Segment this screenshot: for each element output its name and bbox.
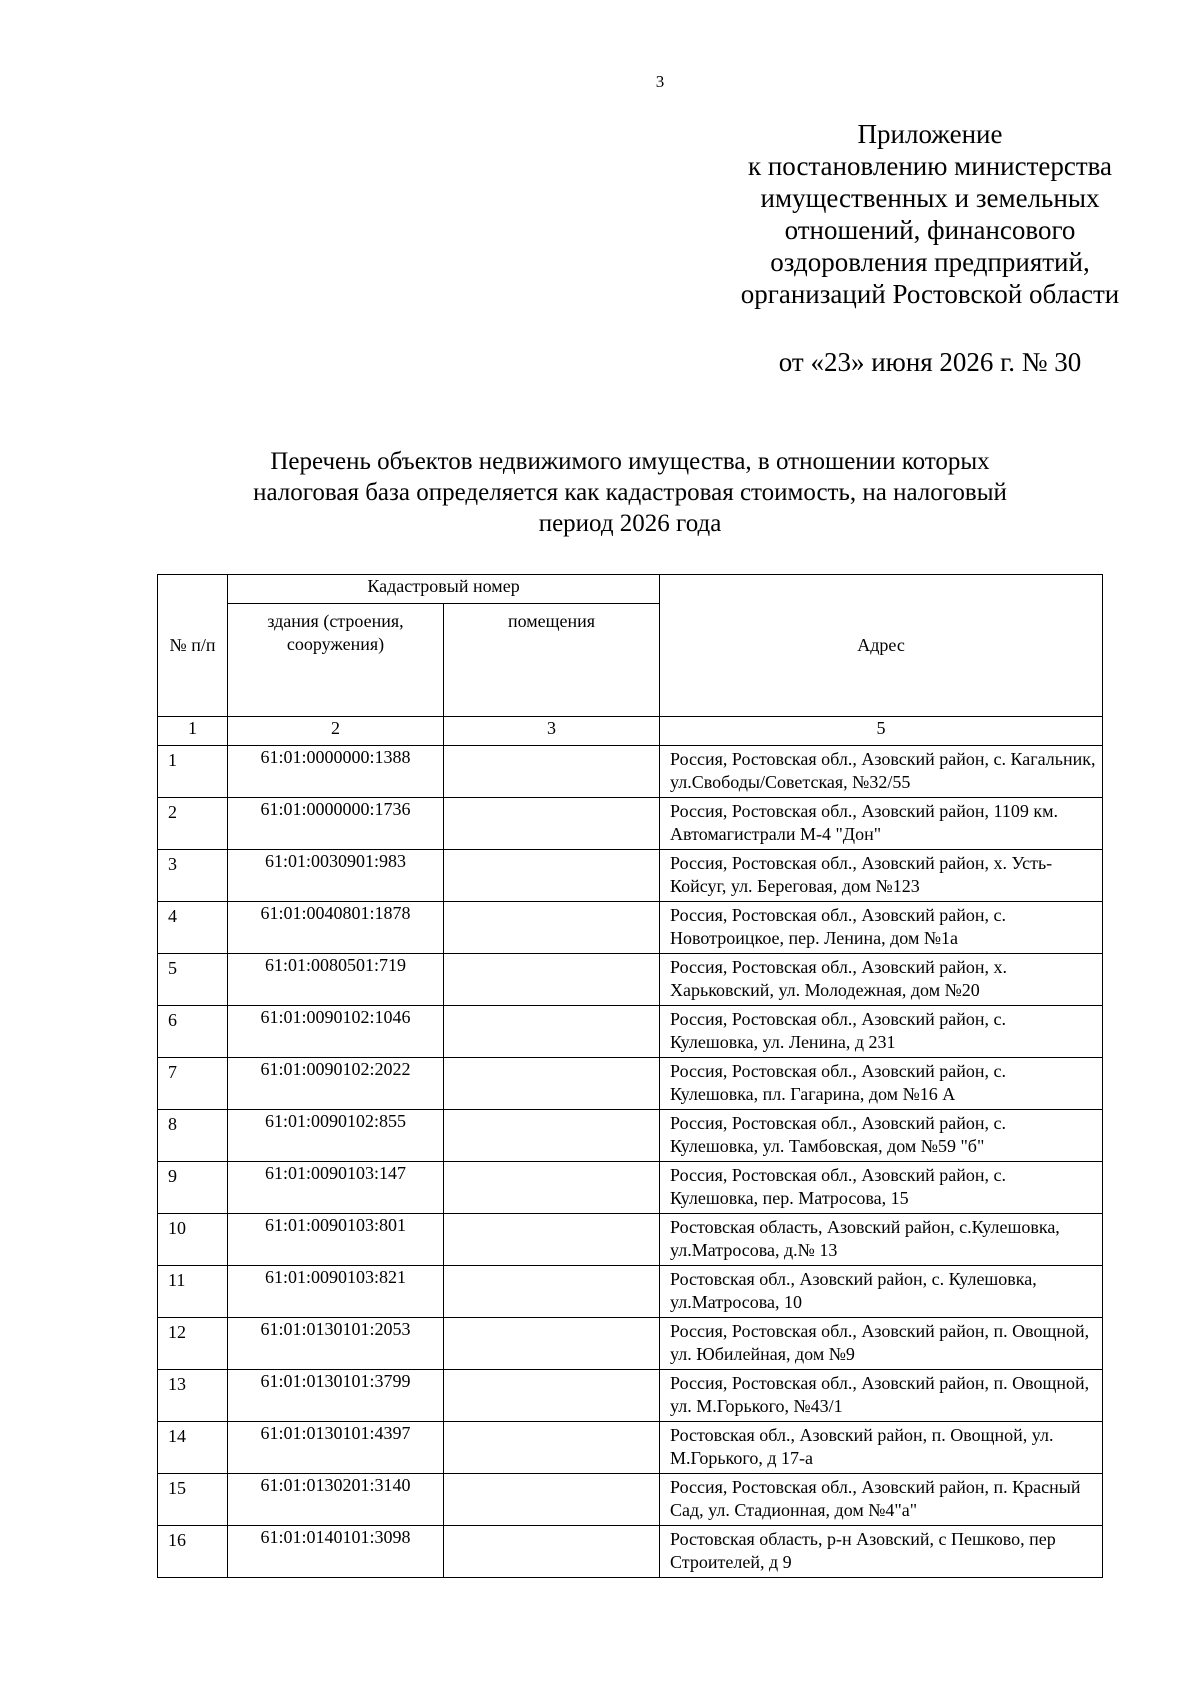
building-cadastral-cell: 61:01:0040801:1878 <box>228 902 444 954</box>
row-number-cell: 5 <box>158 954 228 1006</box>
row-number-cell: 13 <box>158 1370 228 1422</box>
header-num: № п/п <box>158 575 228 717</box>
address-cell: Россия, Ростовская обл., Азовский район, с. Новотроицкое, пер. Ленина, дом №1а <box>660 902 1103 954</box>
address-cell: Россия, Ростовская обл., Азовский район, п. Овощной, ул. М.Горького, №43/1 <box>660 1370 1103 1422</box>
premise-cadastral-cell <box>444 1214 660 1266</box>
table-row <box>158 1058 1103 1110</box>
column-index-row <box>158 717 1103 746</box>
premise-cadastral-cell <box>444 850 660 902</box>
premise-cadastral-cell <box>444 1162 660 1214</box>
column-index-cell: 5 <box>660 717 1103 746</box>
document-title <box>150 446 1110 539</box>
row-number-cell: 4 <box>158 902 228 954</box>
table-row <box>158 1370 1103 1422</box>
table-row <box>158 902 1103 954</box>
document-title-line: Перечень объектов недвижимого имущества, в отношении которых <box>270 448 990 475</box>
header-building: здания (строения, сооружения) <box>228 604 444 717</box>
address-cell: Россия, Ростовская обл., Азовский район, с. Кагальник, ул.Свободы/Советская, №32/55 <box>660 746 1103 798</box>
address-cell: Россия, Ростовская обл., Азовский район, с. Кулешовка, ул. Ленина, д 231 <box>660 1006 1103 1058</box>
building-cadastral-cell: 61:01:0090102:1046 <box>228 1006 444 1058</box>
building-cadastral-cell: 61:01:0090102:2022 <box>228 1058 444 1110</box>
premise-cadastral-cell <box>444 902 660 954</box>
column-index-cell: 2 <box>228 717 444 746</box>
building-cadastral-cell: 61:01:0130101:4397 <box>228 1422 444 1474</box>
row-number-cell: 11 <box>158 1266 228 1318</box>
building-cadastral-cell: 61:01:0090103:821 <box>228 1266 444 1318</box>
row-number-cell: 1 <box>158 746 228 798</box>
row-number-cell: 14 <box>158 1422 228 1474</box>
document-title-line: период 2026 года <box>538 510 722 537</box>
address-cell: Россия, Ростовская обл., Азовский район, х. Усть-Койсуг, ул. Береговая, дом №123 <box>660 850 1103 902</box>
appendix-line: имущественных и земельных <box>760 183 1100 213</box>
premise-cadastral-cell <box>444 798 660 850</box>
premise-cadastral-cell <box>444 746 660 798</box>
address-cell: Ростовская область, р-н Азовский, с Пешково, пер Строителей, д 9 <box>660 1526 1103 1578</box>
decree-date-number: от «23» июня 2026 г. № 30 <box>778 347 1082 377</box>
row-number-cell: 10 <box>158 1214 228 1266</box>
premise-cadastral-cell <box>444 954 660 1006</box>
premise-cadastral-cell <box>444 1318 660 1370</box>
address-cell: Россия, Ростовская обл., Азовский район, с. Кулешовка, ул. Тамбовская, дом №59 "б" <box>660 1110 1103 1162</box>
header-address: Адрес <box>660 575 1103 717</box>
row-number-cell: 3 <box>158 850 228 902</box>
appendix-line: оздоровления предприятий, <box>770 247 1090 277</box>
building-cadastral-cell: 61:01:0090103:147 <box>228 1162 444 1214</box>
table-row <box>158 954 1103 1006</box>
table-row <box>158 850 1103 902</box>
address-cell: Россия, Ростовская обл., Азовский район, п. Красный Сад, ул. Стадионная, дом №4"а" <box>660 1474 1103 1526</box>
header-premise: помещения <box>444 604 660 717</box>
address-cell: Россия, Ростовская обл., Азовский район, с. Кулешовка, пер. Матросова, 15 <box>660 1162 1103 1214</box>
building-cadastral-cell: 61:01:0080501:719 <box>228 954 444 1006</box>
appendix-block <box>690 118 1170 310</box>
table-row <box>158 1318 1103 1370</box>
premise-cadastral-cell <box>444 1266 660 1318</box>
appendix-line: организаций Ростовской области <box>740 279 1120 309</box>
table-row <box>158 1110 1103 1162</box>
table-row <box>158 1474 1103 1526</box>
row-number-cell: 8 <box>158 1110 228 1162</box>
table-row <box>158 1162 1103 1214</box>
premise-cadastral-cell <box>444 1006 660 1058</box>
table-row <box>158 1266 1103 1318</box>
table-row <box>158 798 1103 850</box>
row-number-cell: 12 <box>158 1318 228 1370</box>
address-cell: Россия, Ростовская обл., Азовский район, с. Кулешовка, пл. Гагарина, дом №16 А <box>660 1058 1103 1110</box>
address-cell: Россия, Ростовская обл., Азовский район, 1109 км. Автомагистрали М-4 "Дон" <box>660 798 1103 850</box>
premise-cadastral-cell <box>444 1526 660 1578</box>
table-row <box>158 1006 1103 1058</box>
building-cadastral-cell: 61:01:0130101:3799 <box>228 1370 444 1422</box>
table-row <box>158 1422 1103 1474</box>
table-row <box>158 746 1103 798</box>
row-number-cell: 7 <box>158 1058 228 1110</box>
building-cadastral-cell: 61:01:0000000:1736 <box>228 798 444 850</box>
row-number-cell: 2 <box>158 798 228 850</box>
table-header <box>158 575 1103 746</box>
premise-cadastral-cell <box>444 1370 660 1422</box>
building-cadastral-cell: 61:01:0000000:1388 <box>228 746 444 798</box>
row-number-cell: 16 <box>158 1526 228 1578</box>
column-index-cell: 3 <box>444 717 660 746</box>
row-number-cell: 15 <box>158 1474 228 1526</box>
column-index-cell: 1 <box>158 717 228 746</box>
building-cadastral-cell: 61:01:0130101:2053 <box>228 1318 444 1370</box>
document-title-line: налоговая база определяется как кадастровая стоимость, на налоговый <box>253 479 1007 506</box>
appendix-line: к постановлению министерства <box>747 151 1113 181</box>
appendix-line: отношений, финансового <box>784 215 1076 245</box>
building-cadastral-cell: 61:01:0090103:801 <box>228 1214 444 1266</box>
row-number-cell: 6 <box>158 1006 228 1058</box>
header-cadastral-number: Кадастровый номер <box>228 575 660 604</box>
building-cadastral-cell: 61:01:0030901:983 <box>228 850 444 902</box>
building-cadastral-cell: 61:01:0090102:855 <box>228 1110 444 1162</box>
premise-cadastral-cell <box>444 1058 660 1110</box>
property-table <box>157 574 1103 1578</box>
premise-cadastral-cell <box>444 1422 660 1474</box>
table-row <box>158 1526 1103 1578</box>
address-cell: Ростовская область, Азовский район, с.Кулешовка, ул.Матросова, д.№ 13 <box>660 1214 1103 1266</box>
table-body <box>158 746 1103 1578</box>
row-number-cell: 9 <box>158 1162 228 1214</box>
address-cell: Россия, Ростовская обл., Азовский район, п. Овощной, ул. Юбилейная, дом №9 <box>660 1318 1103 1370</box>
page-number: 3 <box>655 72 665 91</box>
address-cell: Ростовская обл., Азовский район, п. Овощной, ул. М.Горького, д 17-а <box>660 1422 1103 1474</box>
appendix-line: Приложение <box>857 119 1003 149</box>
table-row <box>158 1214 1103 1266</box>
premise-cadastral-cell <box>444 1474 660 1526</box>
address-cell: Россия, Ростовская обл., Азовский район, х. Харьковский, ул. Молодежная, дом №20 <box>660 954 1103 1006</box>
building-cadastral-cell: 61:01:0140101:3098 <box>228 1526 444 1578</box>
address-cell: Ростовская обл., Азовский район, с. Кулешовка, ул.Матросова, 10 <box>660 1266 1103 1318</box>
premise-cadastral-cell <box>444 1110 660 1162</box>
building-cadastral-cell: 61:01:0130201:3140 <box>228 1474 444 1526</box>
